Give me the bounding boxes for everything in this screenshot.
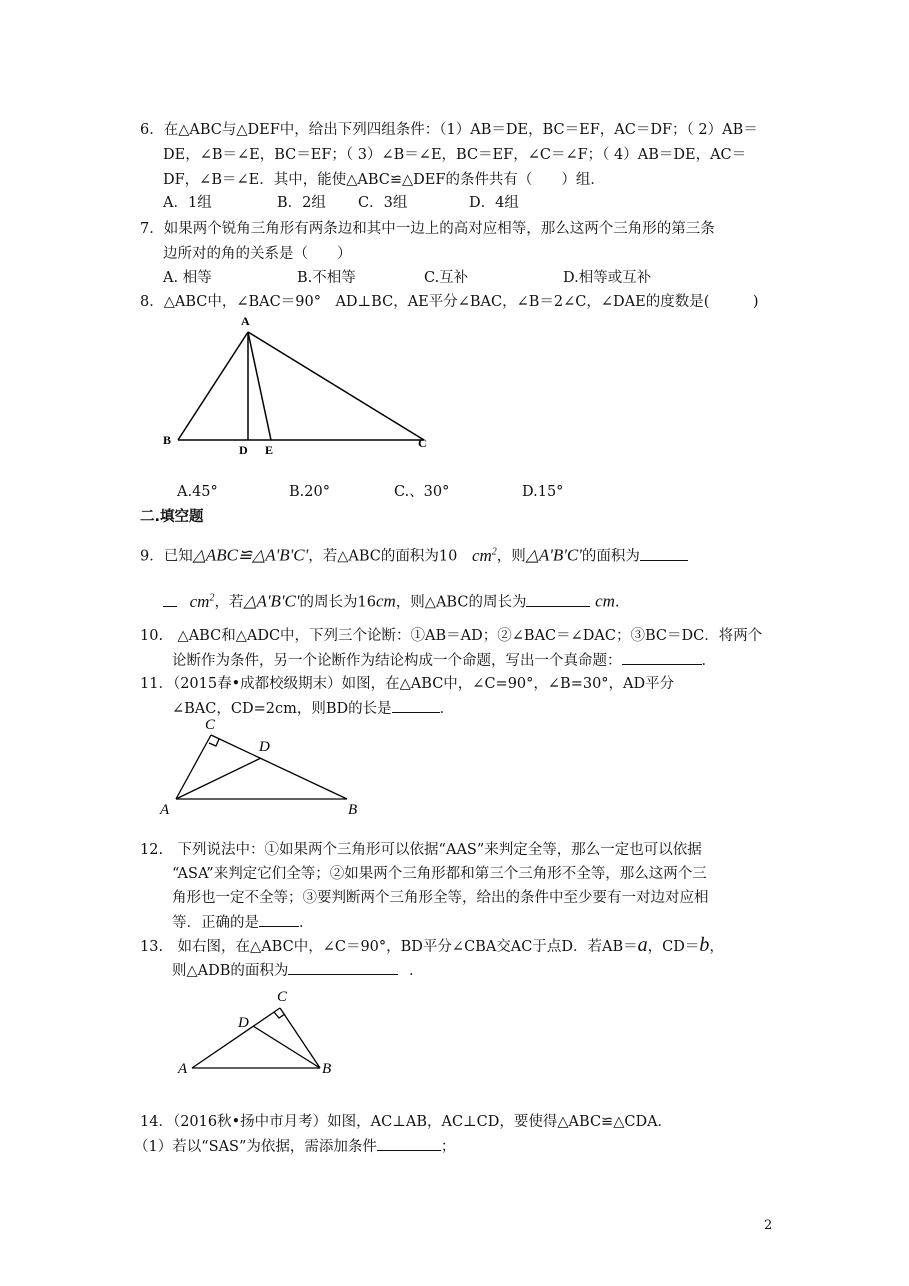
q9-text-4: 的面积为	[581, 548, 640, 565]
q13-line1: 13. 如右图，在△ABC中，∠C＝90°，BD平分∠CBA交AC于点D．若AB＝a，CD＝b，	[140, 934, 724, 956]
q9-formula-congruence: △ABC≌△A'B'C'	[192, 545, 309, 565]
q9-text-2: ，若△ABC的面积为10	[308, 548, 458, 565]
q11-label-a: A	[160, 802, 170, 818]
q11-side-ac	[176, 735, 211, 799]
q8-line1: 8．△ABC中，∠BAC＝90° AD⊥BC，AE平分∠BAC，∠B＝2∠C，∠DAE的度数是( )	[140, 294, 759, 310]
q9-line1	[140, 542, 688, 567]
q11-segment-ad	[176, 758, 261, 799]
q12-answer-blank[interactable]	[259, 912, 299, 927]
q13-label-a: A	[178, 1061, 188, 1077]
q13-line2: 则△ADB的面积为 ．	[172, 960, 424, 981]
q8-bisector-ae	[248, 332, 271, 440]
q8-option-b: B.20°	[289, 484, 330, 500]
q7-option-b: B.不相等	[297, 270, 356, 286]
q10-line2: 论断作为条件，另一个论断作为结论构成一个命题，写出一个真命题： ．	[172, 650, 716, 671]
q9-unit-cm2: $cm^2$	[471, 545, 497, 565]
q13-side-ac	[192, 1008, 280, 1068]
q13-label-b: B	[322, 1061, 332, 1077]
q6-option-b: B．2组	[277, 195, 326, 211]
q11-answer-blank[interactable]	[392, 698, 440, 713]
q8-label-a: A	[241, 314, 250, 328]
q6-line2: DE，∠B＝∠E，BC＝EF；（ 3）∠B＝∠E，BC＝EF，∠C＝∠F；（ 4）AB＝DE，AC＝	[163, 147, 747, 163]
q9-unit-cm2-2: $cm^2$	[189, 591, 215, 611]
q6-option-d: D．4组	[469, 195, 519, 211]
q7-option-d: D.相等或互补	[563, 270, 652, 286]
page-number: 2	[764, 1218, 773, 1233]
q6-option-c: C．3组	[358, 195, 408, 211]
q8-label-e: E	[265, 443, 274, 457]
q14-line2: （1）若以“SAS”为依据，需添加条件 ；	[134, 1136, 455, 1157]
q7-line1: 7．如果两个锐角三角形有两条边和其中一边上的高对应相等，那么这两个三角形的第三条	[140, 221, 715, 237]
q9-unit-cm: cm	[375, 591, 396, 611]
q12-line1: 12. 下列说法中：①如果两个三角形可以依据“AAS”来判定全等，那么一定也可以依据	[140, 842, 702, 858]
q13-label-c: C	[277, 989, 288, 1005]
q6-option-a: A．1组	[163, 195, 212, 211]
q8-option-c: C.、30°	[394, 484, 450, 500]
q8-label-d: D	[239, 443, 248, 457]
q9-text-5: ，若	[214, 594, 244, 611]
q9-text-6: 的周长为16	[299, 594, 376, 611]
q11-right-angle-mark	[209, 739, 219, 746]
q9-unit-cm-2: cm	[595, 591, 615, 611]
q13-var-a: a	[637, 934, 648, 956]
q13-side-cb	[280, 1008, 320, 1068]
q9-formula-prime: △A'B'C'	[525, 545, 582, 565]
q7-line2: 边所对的角的关系是（ ）	[163, 246, 352, 262]
q8-side-ac	[248, 332, 424, 440]
q9-area-answer-blank-cont[interactable]	[163, 592, 177, 607]
q9-superscript: 2	[491, 546, 497, 557]
q9-text-1: 9．已知	[140, 548, 193, 565]
q8-label-b: B	[163, 433, 172, 447]
q13-label-d: D	[238, 1015, 249, 1031]
q9-area-answer-blank[interactable]	[640, 546, 688, 561]
q6-line1: 6．在△ABC与△DEF中，给出下列四组条件：（1）AB＝DE，BC＝EF，AC＝DF；（ 2）AB＝	[140, 122, 758, 138]
q8-label-c: C	[418, 436, 427, 450]
q7-option-a: A. 相等	[163, 270, 212, 286]
q9-line2	[163, 588, 620, 613]
q13-bisector-bd	[253, 1026, 320, 1068]
q9-end: .	[614, 594, 620, 611]
q11-label-c: C	[205, 717, 216, 733]
q13-var-b: b	[699, 934, 710, 956]
q9-text-3: ，则	[496, 548, 526, 565]
q11-side-cb	[211, 735, 347, 799]
q10-line1: 10. △ABC和△ADC中，下列三个论断：①AB＝AD；②∠BAC＝∠DAC；③BC＝DC．将两个	[140, 628, 763, 644]
section-heading: 二.填空题	[140, 509, 204, 525]
q13-answer-blank[interactable]	[288, 960, 398, 975]
q11-label-b: B	[348, 802, 358, 818]
q12-line4: 等．正确的是 ．	[172, 912, 314, 933]
q12-line3: 角形也一定不全等；③要判断两个三角形全等，给出的条件中至少要有一对边对应相	[172, 890, 709, 906]
q14-line1: 14．（2016秋•扬中市月考）如图，AC⊥AB，AC⊥CD，要使得△ABC≌△CDA．	[140, 1114, 673, 1130]
q11-line2: ∠BAC，CD=2cm，则BD的长是 ．	[172, 698, 454, 719]
q11-line1: 11．（2015春•成都校级期末）如图，在△ABC中，∠C=90°，∠B=30°，AD平分	[140, 676, 675, 692]
q7-option-c: C.互补	[424, 270, 469, 286]
q12-line2: “ASA”来判定它们全等；②如果两个三角形都和第三个三角形不全等，那么这两个三	[172, 866, 707, 882]
q9-perimeter-answer-blank[interactable]	[526, 592, 590, 607]
q8-option-a: A.45°	[177, 484, 218, 500]
q13-right-angle-mark	[274, 1012, 285, 1018]
q6-line3: DF，∠B＝∠E．其中，能使△ABC≌△DEF的条件共有（ ）组．	[163, 172, 605, 188]
q9-formula-prime-2: △A'B'C'	[243, 591, 300, 611]
q14-answer-blank[interactable]	[377, 1136, 441, 1151]
q11-label-d: D	[259, 739, 270, 755]
q8-option-d: D.15°	[522, 484, 564, 500]
q8-side-ab	[178, 332, 248, 440]
q9-text-7: ，则△ABC的周长为	[395, 594, 527, 611]
q10-answer-blank[interactable]	[622, 650, 702, 665]
